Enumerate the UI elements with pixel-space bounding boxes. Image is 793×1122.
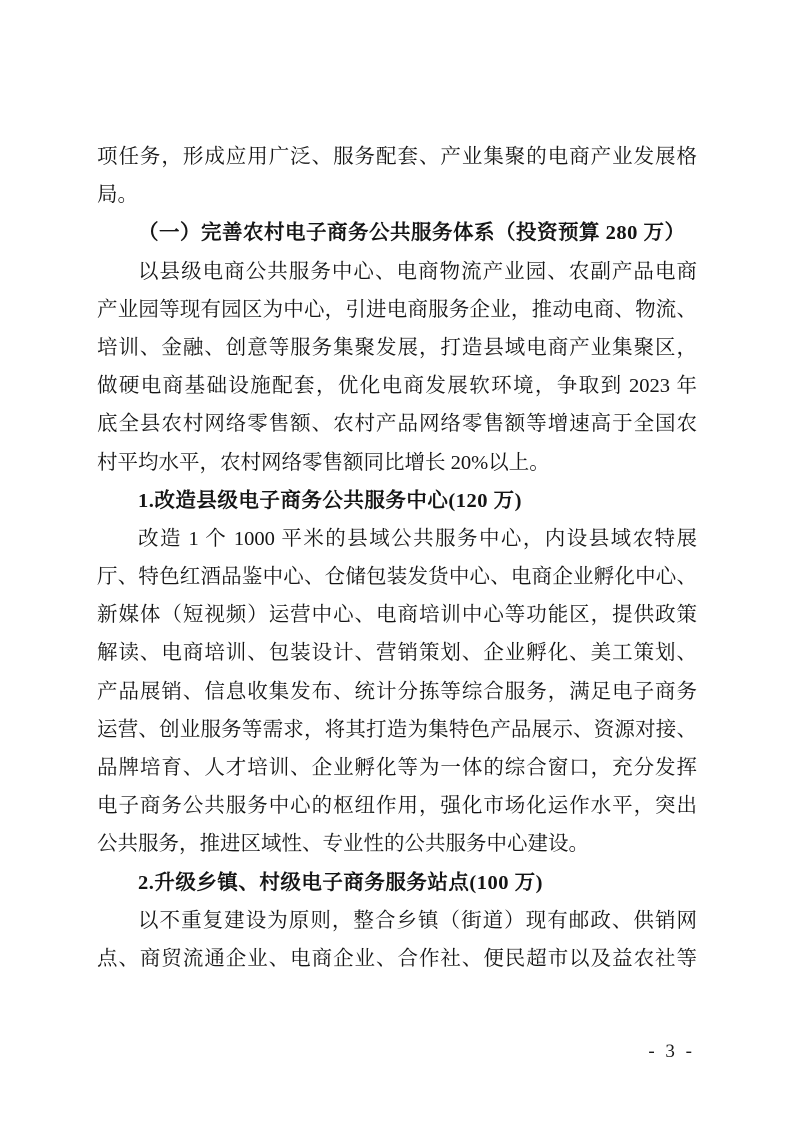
text-line: 新媒体（短视频）运营中心、电商培训中心等功能区，提供政策	[97, 604, 697, 627]
paragraph-continuation	[97, 138, 697, 214]
text-line: 厅、特色红酒品鉴中心、仓储包装发货中心、电商企业孵化中心、	[97, 566, 697, 589]
text-line: 培训、金融、创意等服务集聚发展，打造县域电商产业集聚区，	[97, 336, 697, 359]
paragraph-subsection-2	[97, 902, 697, 978]
paragraph-section-1-intro	[97, 253, 697, 482]
text-line: 以不重复建设为原则，整合乡镇（街道）现有邮政、供销网	[138, 909, 697, 932]
text-line: 村平均水平，农村网络零售额同比增长 20%以上。	[97, 451, 550, 474]
page-number: - 3 -	[648, 1041, 695, 1062]
text-line: 改造 1 个 1000 平米的县域公共服务中心，内设县域农特展	[138, 527, 697, 550]
text-line: 品牌培育、人才培训、企业孵化等为一体的综合窗口，充分发挥	[97, 757, 697, 779]
text-line: 1.改造县级电子商务公共服务中心(120 万)	[138, 489, 522, 512]
text-line: 产品展销、信息收集发布、统计分拣等综合服务，满足电子商务	[97, 680, 697, 703]
text-line: （一）完善农村电子商务公共服务体系（投资预算 280 万）	[138, 222, 686, 245]
subsection-heading-1	[97, 482, 697, 520]
text-line: 电子商务公共服务中心的枢纽作用，强化市场化运作水平，突出	[97, 795, 697, 818]
text-line: 以县级电商公共服务中心、电商物流产业园、农副产品电商	[138, 260, 697, 283]
subsection-heading-2	[97, 864, 697, 902]
paragraph-subsection-1	[97, 520, 697, 864]
text-line: 底全县农村网络零售额、农村产品网络零售额等增速高于全国农	[97, 413, 697, 436]
text-line: 2.升级乡镇、村级电子商务服务站点(100 万)	[138, 871, 543, 894]
document-body	[97, 138, 697, 978]
text-line: 做硬电商基础设施配套，优化电商发展软环境，争取到 2023 年	[97, 375, 697, 398]
text-line: 产业园等现有园区为中心，引进电商服务企业，推动电商、物流、	[97, 298, 697, 321]
text-line: 局。	[97, 184, 138, 207]
text-line: 解读、电商培训、包装设计、营销策划、企业孵化、美工策划、	[97, 642, 697, 665]
text-line: 点、商贸流通企业、电商企业、合作社、便民超市以及益农社等	[97, 947, 697, 970]
text-line: 运营、创业服务等需求，将其打造为集特色产品展示、资源对接、	[97, 718, 697, 741]
section-heading-1	[97, 214, 697, 252]
text-line: 项任务，形成应用广泛、服务配套、产业集聚的电商产业发展格	[97, 146, 697, 168]
text-line: 公共服务，推进区域性、专业性的公共服务中心建设。	[97, 833, 589, 856]
